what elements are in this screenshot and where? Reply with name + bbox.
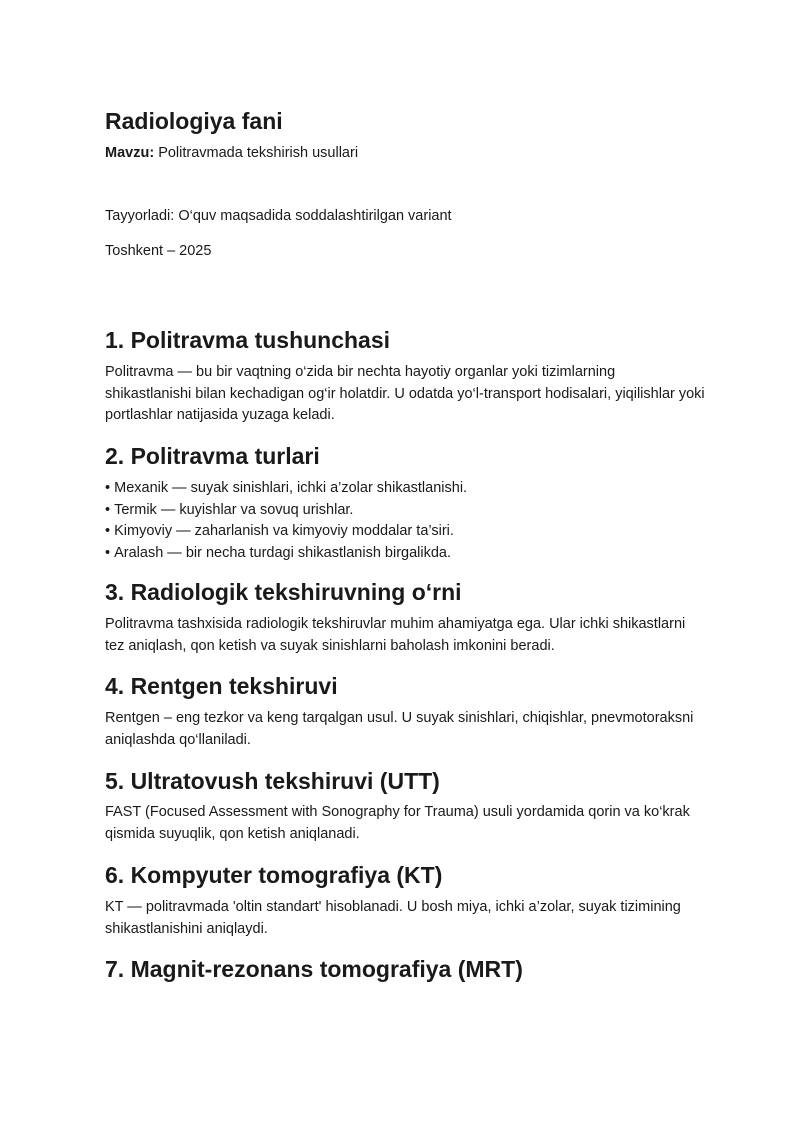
list-item: • Termik — kuyishlar va sovuq urishlar.: [105, 500, 467, 522]
section-heading: 5. Ultratovush tekshiruvi (UTT): [105, 768, 440, 794]
list-item: • Kimyoviy — zaharlanish va kimyoviy moddalar ta’siri.: [105, 521, 467, 543]
section-heading: 1. Politravma tushunchasi: [105, 327, 391, 353]
place-year: Toshkent – 2025: [105, 243, 212, 259]
bullet-list: [105, 478, 467, 564]
prepared-by: Tayyorladi: O‘quv maqsadida soddalashtirilgan variant: [105, 208, 452, 224]
section-heading: 3. Radiologik tekshiruvning o‘rni: [105, 579, 462, 605]
section-heading: 4. Rentgen tekshiruvi: [105, 673, 338, 699]
section-text: Rentgen – eng tezkor va keng tarqalgan usul. U suyak sinishlari, chiqishlar, pnevmotoraksni aniqlashda qo‘llaniladi.: [105, 710, 694, 748]
subject-value: Politravmada tekshirish usullari: [158, 145, 359, 161]
section-text: KT — politravmada 'oltin standart' hisoblanadi. U bosh miya, ichki a’zolar, suyak tizimining shikastlanishini aniqlaydi.: [105, 899, 681, 937]
section-heading: 7. Magnit-rezonans tomografiya (MRT): [105, 956, 523, 982]
document-title: Radiologiya fani: [105, 108, 283, 134]
section-heading: 2. Politravma turlari: [105, 443, 320, 469]
section-text: Politravma — bu bir vaqtning o‘zida bir nechta hayotiy organlar yoki tizimlarning shikastlanishi bilan kechadigan og‘ir holatdir. U odatda yo‘l-transport hodisalari, yiqilishlar yoki portlashlar natijasida yuzaga keladi.: [105, 364, 705, 423]
section-text: FAST (Focused Assessment with Sonography for Trauma) usuli yordamida qorin va ko‘krak qismida suyuqlik, qon ketish aniqlanadi.: [105, 804, 690, 842]
list-item: • Mexanik — suyak sinishlari, ichki a’zolar shikastlanishi.: [105, 478, 467, 500]
subject-label: Mavzu:: [105, 145, 155, 161]
list-item: • Aralash — bir necha turdagi shikastlanish birgalikda.: [105, 543, 467, 565]
subject-line: [105, 143, 358, 163]
section-heading: 6. Kompyuter tomografiya (KT): [105, 862, 443, 888]
section-text: Politravma tashxisida radiologik tekshiruvlar muhim ahamiyatga ega. Ular ichki shikastlarni tez aniqlash, qon ketish va suyak sinishlarni baholash imkonini beradi.: [105, 616, 686, 654]
